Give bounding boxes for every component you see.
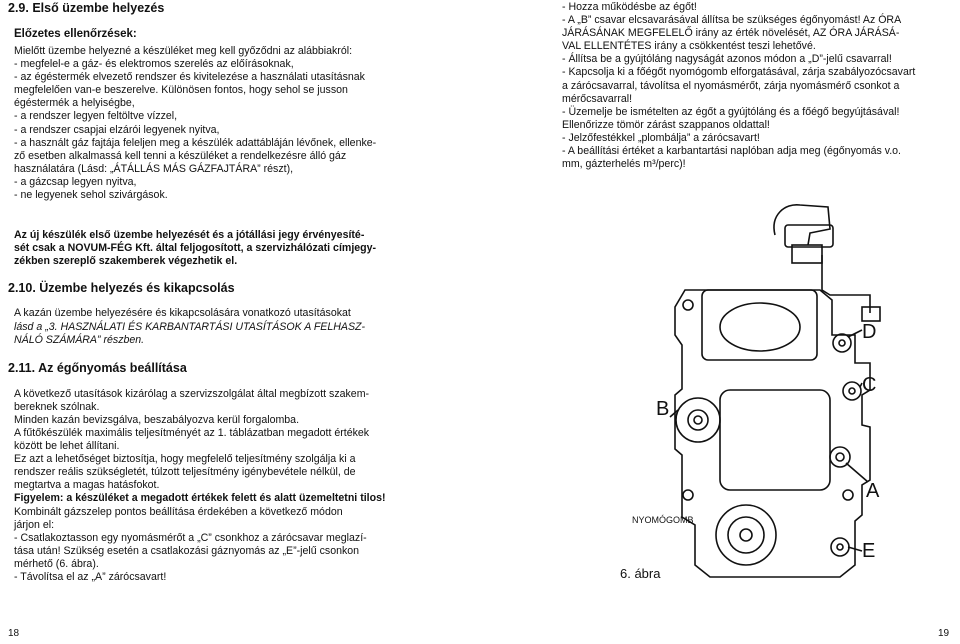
section-heading-2-11: 2.11. Az égőnyomás beállítása	[8, 360, 187, 375]
text-line: JÁRÁSÁNAK MEGFELELŐ irány az érték növelését, AZ ÓRA JÁRÁSÁ-	[562, 27, 900, 40]
label-e: E	[862, 540, 876, 562]
text-line: használatára (Lásd: „ÁTÁLLÁS MÁS GÁZFAJTÁRA” részt),	[14, 162, 294, 175]
test-nipple-e	[831, 538, 849, 556]
text-line: - a rendszer legyen feltöltve vízzel,	[14, 110, 178, 123]
adjustment-steps	[562, 1, 954, 171]
text-line: mérőcsavarral!	[562, 92, 633, 105]
label-a: A	[866, 480, 880, 502]
regulator-screw-b	[676, 398, 720, 442]
sec-2-11-text	[8, 388, 406, 584]
text-line: ző esetben alkalmassá kell tenni a készüléket a rendelkezésre álló gáz	[14, 149, 347, 162]
text-line: - Hozza működésbe az égőt!	[562, 1, 697, 13]
text-line: megfelelően van-e beszerelve. Különösen fontos, hogy sehol se jusson	[14, 84, 348, 97]
label-c: C	[862, 374, 877, 396]
text-line: járjon el:	[14, 518, 55, 531]
subheading-pre-checks: Előzetes ellenőrzések:	[14, 28, 137, 40]
label-b: B	[656, 398, 670, 420]
text-line: - Távolítsa el az „A” zárócsavart!	[14, 571, 167, 583]
text-line: - a gázcsap legyen nyitva,	[14, 175, 137, 188]
text-line: - Jelzőfestékkel „plombálja” a zárócsavart!	[562, 131, 760, 144]
text-line: mm, gázterhelés m³/perc)!	[562, 158, 686, 171]
text-line: között be lehet állítani.	[14, 440, 120, 453]
text-line: - a rendszer csapjai elzárói legyenek nyitva,	[14, 123, 220, 136]
pushbutton-knob	[716, 505, 776, 565]
left-column	[8, 0, 406, 584]
text-line: - Kapcsolja ki a főégőt nyomógomb elforgatásával, zárja szabályozócsavart	[562, 66, 916, 79]
pilot-tube	[822, 255, 870, 313]
text-line: A következő utasítások kizárólag a szervizszolgálat által megbízott szakem-	[14, 387, 370, 400]
text-line: - A „B” csavar elcsavarásával állítsa be szükséges égőnyomást! Az ÓRA	[562, 14, 902, 27]
text-line: égéstermék a helyiségbe,	[14, 97, 135, 110]
text-line: - Csatlakoztasson egy nyomásmérőt a „C” csonkhoz a zárócsavar meglazí-	[14, 531, 367, 544]
warning-line: Figyelem: a készüléket a megadott értékek felett és alatt üzemeltetni tilos!	[14, 492, 386, 505]
gas-valve-figure	[570, 195, 955, 588]
text-line: - Állítsa be a gyújtóláng nagyságát azonos módon a „D”-jelű csavarral!	[562, 53, 892, 66]
text-line: Ez azt a lehetőséget biztosítja, hogy megfelelő teljesítmény szolgálja ki a	[14, 453, 356, 466]
text-line: mérhető (6. ábra).	[14, 557, 99, 570]
text-line: - A beállítási értéket a karbantartási naplóban adja meg (égőnyomás v.o.	[562, 145, 902, 158]
right-column	[562, 0, 954, 171]
text-line: lásd a „3. HASZNÁLATI ÉS KARBANTARTÁSI UTASÍTÁSOK A FELHASZ-	[14, 320, 366, 333]
text-line: Ellenőrizze tömör zárást szappanos oldattal!	[562, 118, 770, 131]
page-number-right: 19	[938, 628, 950, 639]
test-nipple-c	[843, 382, 861, 400]
valve-body-outline	[675, 290, 870, 577]
text-line: Az új készülék első üzembe helyezését és a jótállási jegy érvényesíté-	[14, 229, 365, 242]
figure-caption: 6. ábra	[620, 566, 661, 581]
text-line: Kombinált gázszelep pontos beállítása érdekében a következő módon	[14, 505, 343, 518]
text-line: - az égéstermék elvezető rendszer és kivitelezése a használati utasításnak	[14, 71, 365, 84]
label-d: D	[862, 321, 877, 343]
text-line: - Üzemelje be ismételten az égőt a gyújtóláng és a főégő begyújtásával!	[562, 105, 900, 118]
intro-text-block	[8, 45, 406, 202]
warranty-notice	[8, 229, 406, 268]
text-line: zékben szereplő szakemberek végezhetik el.	[14, 255, 238, 268]
text-line: - megfelel-e a gáz- és elektromos szerelés az előírásoknak,	[14, 58, 294, 71]
text-line: VAL ELLENTÉTES irány a csökkentést teszi lehetővé.	[562, 40, 816, 53]
leader-a	[846, 463, 868, 482]
sec-2-10-text	[8, 307, 406, 346]
text-line: a zárócsavarral, távolítsa el nyomásmérőt, zárja nyomásmérő csonkot a	[562, 79, 900, 92]
text-line: megtartva a magas hatásfokot.	[14, 479, 160, 492]
text-line: sét csak a NOVUM-FÉG Kft. által feljogosított, a szervizhálózati címjegy-	[14, 242, 377, 255]
text-line: NÁLÓ SZÁMÁRA” részben.	[14, 333, 145, 346]
text-line: tása után! Szükség esetén a csatlakozási gáznyomás az „E”-jelű csonkon	[14, 544, 360, 557]
page-number-left: 18	[8, 628, 20, 639]
text-line: - ne legyenek sehol szivárgások.	[14, 189, 168, 202]
text-line: Mielőtt üzembe helyezné a készüléket meg kell győződni az alábbiakról:	[14, 45, 353, 57]
section-heading-2-9: 2.9. Első üzembe helyezés	[8, 1, 165, 15]
text-line: - a használt gáz fajtája feleljen meg a készülék adattábláján lévőnek, ellenke-	[14, 136, 377, 149]
text-line: A fűtőkészülék maximális teljesítményét az 1. táblázatban megadott értékek	[14, 426, 370, 439]
text-line: A kazán üzembe helyezésére és kikapcsolására vonatkozó utasításokat	[14, 307, 351, 320]
text-line: Minden kazán bevizsgálva, beszabályozva kerül forgalomba.	[14, 413, 300, 426]
text-line: bereknek szólnak.	[14, 400, 100, 413]
section-heading-2-10: 2.10. Üzembe helyezés és kikapcsolás	[8, 281, 235, 296]
text-line: rendszer reális szükségletét, túlzott teljesítmény igénybevétele nélkül, de	[14, 466, 356, 479]
pushbutton-label: NYOMÓGOMB	[632, 515, 694, 525]
